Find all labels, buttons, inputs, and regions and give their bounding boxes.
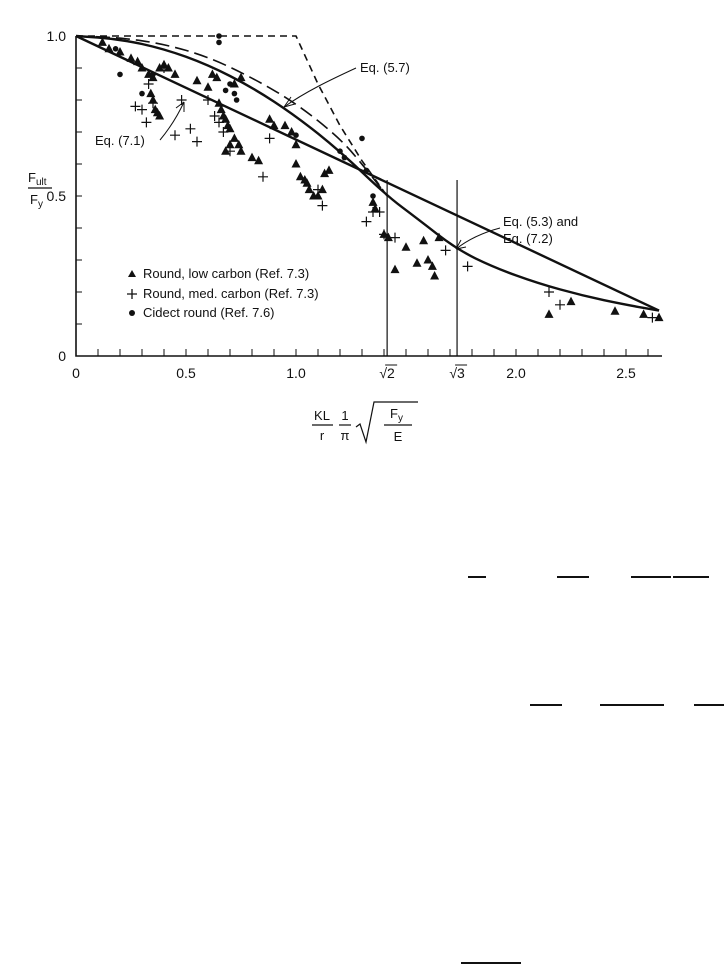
fraction-bar <box>673 576 709 578</box>
data-point-plus <box>170 130 180 140</box>
legend-item-med-carbon <box>127 286 319 301</box>
data-point-plus <box>441 245 451 255</box>
data-point-dot <box>139 91 145 97</box>
legend-item-cidect <box>129 305 275 320</box>
y-tick-label: 0.5 <box>46 188 66 204</box>
data-point-triangle <box>611 306 620 315</box>
y-tick-label: 1.0 <box>46 28 66 44</box>
fraction-bar <box>557 576 589 578</box>
data-point-triangle <box>430 271 439 280</box>
data-point-plus <box>265 133 275 143</box>
x-tick-label: √2 <box>379 365 395 381</box>
data-point-plus <box>185 124 195 134</box>
x-axis-label <box>312 402 418 444</box>
svg-text:E: E <box>393 429 403 444</box>
data-point-triangle <box>567 297 576 306</box>
data-point-dot <box>234 97 240 103</box>
data-point-triangle <box>265 114 274 123</box>
data-point-triangle <box>318 185 327 194</box>
data-point-dot <box>216 33 222 39</box>
fraction-bar <box>694 704 724 706</box>
svg-text:KL: KL <box>314 408 330 423</box>
x-tick-label: √3 <box>449 365 465 381</box>
data-point-plus <box>317 201 327 211</box>
data-point-triangle <box>655 313 664 322</box>
data-point-plus <box>192 137 202 147</box>
data-point-plus <box>361 217 371 227</box>
data-point-plus <box>463 261 473 271</box>
data-point-triangle <box>424 255 433 264</box>
data-point-triangle <box>639 309 648 318</box>
fraction-bar <box>631 576 671 578</box>
data-point-dot <box>113 46 119 52</box>
svg-text:Fult: $F_{ult}$ <box>28 170 47 188</box>
data-point-triangle <box>545 309 554 318</box>
data-point-dot <box>364 168 370 174</box>
svg-text:Fy: $F_y$ <box>390 406 403 424</box>
data-point-plus <box>148 98 158 108</box>
data-point-triangle <box>248 153 257 162</box>
svg-text:Round, low carbon (Ref. 7.3): Round, low carbon (Ref. 7.3) <box>143 266 310 281</box>
data-point-dot <box>227 81 233 87</box>
data-point-dot <box>337 148 343 154</box>
x-tick-label: 0 <box>72 365 80 381</box>
svg-text:1: 1 <box>341 408 349 423</box>
fraction-bar <box>600 704 664 706</box>
data-point-triangle <box>402 242 411 251</box>
x-tick-label: 2.0 <box>506 365 526 381</box>
data-point-triangle <box>413 258 422 267</box>
data-point-triangle <box>146 89 155 98</box>
data-point-dot <box>223 88 229 94</box>
data-point-dot <box>216 40 222 46</box>
data-point-triangle <box>419 236 428 245</box>
ticks <box>47 28 648 381</box>
fraction-bar <box>468 576 486 578</box>
x-tick-label: 2.5 <box>616 365 636 381</box>
data-point-dot <box>370 193 376 199</box>
data-point-dot <box>232 91 238 97</box>
data-point-plus <box>258 172 268 182</box>
data-point-triangle <box>325 165 334 174</box>
svg-text:π: π <box>340 428 350 443</box>
annotation-eq-7-1: Eq. (7.1) <box>95 133 145 148</box>
data-point-plus <box>555 300 565 310</box>
curve-short-dash <box>76 36 387 196</box>
annotation-eq-7-2: Eq. (7.2) <box>503 231 553 246</box>
legend-triangle-marker <box>128 270 136 277</box>
data-point-triangle <box>230 133 239 142</box>
data-point-dot <box>150 72 156 78</box>
svg-text:r: r <box>319 428 325 443</box>
fraction-bar <box>530 704 562 706</box>
data-point-dot <box>359 136 365 142</box>
annotation-eq-5-7: Eq. (5.7) <box>360 60 410 75</box>
svg-text:Fy: $F_y$ <box>30 192 43 210</box>
data-point-dot <box>117 72 123 78</box>
annotation-eq-5-3: Eq. (5.3) and <box>503 214 579 229</box>
legend-plus-marker <box>127 289 137 299</box>
data-point-triangle <box>127 53 136 62</box>
data-point-triangle <box>391 265 400 274</box>
x-tick-label: 0.5 <box>176 365 196 381</box>
data-point-triangle <box>237 73 246 82</box>
legend <box>127 266 319 320</box>
annotations <box>95 60 578 249</box>
svg-text:Round, med. carbon (Ref. 7.3): Round, med. carbon (Ref. 7.3) <box>143 286 319 301</box>
data-point-plus <box>141 117 151 127</box>
x-tick-label: 1.0 <box>286 365 306 381</box>
data-point-triangle <box>193 76 202 85</box>
data-point-triangle <box>204 82 213 91</box>
data-point-dot <box>293 132 299 138</box>
data-point-triangle <box>281 121 290 130</box>
svg-text:Cidect round (Ref. 7.6): Cidect round (Ref. 7.6) <box>143 305 275 320</box>
data-point-dot <box>342 155 348 161</box>
curve-eq-5-7 <box>76 36 387 196</box>
y-tick-label: 0 <box>58 348 66 364</box>
legend-dot-marker <box>129 310 135 316</box>
data-point-triangle <box>292 159 301 168</box>
legend-item-low-carbon <box>128 266 309 281</box>
